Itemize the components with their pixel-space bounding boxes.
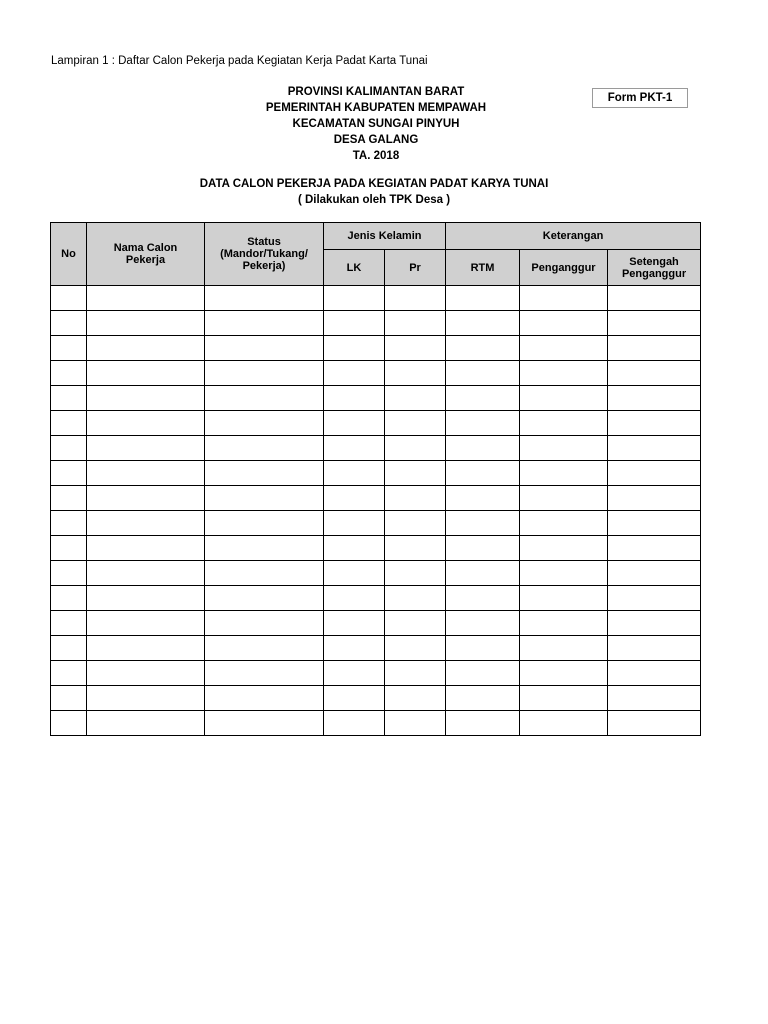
form-code: Form PKT-1 — [607, 92, 673, 104]
cell-name — [87, 586, 205, 611]
header-status-line2: (Mandor/Tukang/ — [220, 248, 308, 260]
table-body — [51, 286, 701, 736]
table-row — [51, 661, 701, 686]
cell-half-unemployed — [608, 486, 701, 511]
cell-rtm — [446, 686, 520, 711]
cell-lk — [324, 686, 385, 711]
cell-pr — [385, 611, 446, 636]
cell-half-unemployed — [608, 411, 701, 436]
cell-half-unemployed — [608, 636, 701, 661]
cell-half-unemployed — [608, 661, 701, 686]
table-row — [51, 461, 701, 486]
cell-pr — [385, 361, 446, 386]
cell-lk — [324, 586, 385, 611]
cell-pr — [385, 511, 446, 536]
cell-lk — [324, 511, 385, 536]
header-notes-half-unemployed — [608, 250, 701, 286]
cell-pr — [385, 661, 446, 686]
cell-lk — [324, 436, 385, 461]
cell-lk — [324, 536, 385, 561]
document-title: DATA CALON PEKERJA PADA KEGIATAN PADAT KARYA TUNAI — [199, 178, 549, 190]
table-row — [51, 411, 701, 436]
cell-status — [205, 411, 324, 436]
cell-status — [205, 386, 324, 411]
cell-half-unemployed — [608, 511, 701, 536]
cell-half-unemployed — [608, 561, 701, 586]
cell-pr — [385, 586, 446, 611]
cell-name — [87, 611, 205, 636]
header-half-line1: Setengah — [629, 255, 679, 268]
worker-candidate-table — [50, 222, 701, 736]
cell-half-unemployed — [608, 286, 701, 311]
table-row — [51, 311, 701, 336]
cell-no — [51, 661, 87, 686]
cell-pr — [385, 486, 446, 511]
cell-unemployed — [520, 486, 608, 511]
cell-half-unemployed — [608, 711, 701, 736]
cell-half-unemployed — [608, 586, 701, 611]
table-row — [51, 611, 701, 636]
cell-name — [87, 286, 205, 311]
cell-no — [51, 411, 87, 436]
table-row — [51, 386, 701, 411]
cell-rtm — [446, 486, 520, 511]
cell-rtm — [446, 286, 520, 311]
cell-status — [205, 711, 324, 736]
cell-half-unemployed — [608, 686, 701, 711]
cell-rtm — [446, 711, 520, 736]
cell-rtm — [446, 436, 520, 461]
table-row — [51, 636, 701, 661]
cell-no — [51, 711, 87, 736]
cell-pr — [385, 711, 446, 736]
cell-pr — [385, 561, 446, 586]
cell-status — [205, 486, 324, 511]
cell-status — [205, 686, 324, 711]
cell-name — [87, 336, 205, 361]
cell-name — [87, 511, 205, 536]
cell-name — [87, 386, 205, 411]
cell-unemployed — [520, 386, 608, 411]
cell-pr — [385, 686, 446, 711]
cell-unemployed — [520, 461, 608, 486]
cell-pr — [385, 386, 446, 411]
cell-name — [87, 561, 205, 586]
header-district: KECAMATAN SUNGAI PINYUH — [292, 118, 460, 130]
cell-unemployed — [520, 586, 608, 611]
cell-name — [87, 411, 205, 436]
cell-name — [87, 436, 205, 461]
cell-lk — [324, 311, 385, 336]
cell-rtm — [446, 411, 520, 436]
cell-unemployed — [520, 686, 608, 711]
cell-lk — [324, 711, 385, 736]
header-gender: Jenis Kelamin — [324, 223, 446, 250]
cell-rtm — [446, 311, 520, 336]
cell-name — [87, 536, 205, 561]
cell-status — [205, 536, 324, 561]
cell-pr — [385, 536, 446, 561]
cell-unemployed — [520, 361, 608, 386]
cell-pr — [385, 336, 446, 361]
cell-unemployed — [520, 711, 608, 736]
cell-status — [205, 511, 324, 536]
cell-rtm — [446, 561, 520, 586]
cell-status — [205, 286, 324, 311]
cell-unemployed — [520, 536, 608, 561]
cell-no — [51, 486, 87, 511]
header-year: TA. 2018 — [352, 150, 400, 162]
cell-rtm — [446, 636, 520, 661]
table-row — [51, 436, 701, 461]
cell-rtm — [446, 461, 520, 486]
cell-unemployed — [520, 336, 608, 361]
cell-lk — [324, 361, 385, 386]
cell-no — [51, 286, 87, 311]
table-row — [51, 486, 701, 511]
cell-status — [205, 336, 324, 361]
table-row — [51, 586, 701, 611]
header-gender-lk: LK — [324, 250, 385, 286]
cell-unemployed — [520, 411, 608, 436]
cell-rtm — [446, 536, 520, 561]
header-half-line2: Penganggur — [621, 267, 687, 280]
cell-rtm — [446, 661, 520, 686]
header-name — [87, 223, 205, 286]
cell-pr — [385, 636, 446, 661]
cell-name — [87, 711, 205, 736]
cell-pr — [385, 286, 446, 311]
region-header — [0, 84, 768, 164]
cell-pr — [385, 411, 446, 436]
cell-status — [205, 561, 324, 586]
cell-pr — [385, 311, 446, 336]
cell-unemployed — [520, 636, 608, 661]
cell-lk — [324, 286, 385, 311]
cell-status — [205, 311, 324, 336]
cell-no — [51, 636, 87, 661]
cell-status — [205, 361, 324, 386]
cell-half-unemployed — [608, 536, 701, 561]
cell-no — [51, 611, 87, 636]
cell-rtm — [446, 386, 520, 411]
cell-status — [205, 661, 324, 686]
document-subtitle: ( Dilakukan oleh TPK Desa ) — [297, 194, 451, 206]
cell-status — [205, 636, 324, 661]
cell-unemployed — [520, 436, 608, 461]
table-row — [51, 336, 701, 361]
cell-lk — [324, 411, 385, 436]
cell-half-unemployed — [608, 386, 701, 411]
cell-status — [205, 436, 324, 461]
cell-unemployed — [520, 561, 608, 586]
header-gender-pr: Pr — [385, 250, 446, 286]
cell-no — [51, 586, 87, 611]
cell-name — [87, 636, 205, 661]
header-no: No — [51, 223, 87, 286]
cell-no — [51, 336, 87, 361]
cell-lk — [324, 461, 385, 486]
header-notes-rtm: RTM — [446, 250, 520, 286]
cell-half-unemployed — [608, 361, 701, 386]
header-status — [205, 223, 324, 286]
cell-no — [51, 686, 87, 711]
table-row — [51, 511, 701, 536]
table-row — [51, 536, 701, 561]
table-row — [51, 711, 701, 736]
cell-half-unemployed — [608, 336, 701, 361]
cell-name — [87, 361, 205, 386]
cell-status — [205, 611, 324, 636]
cell-unemployed — [520, 311, 608, 336]
cell-pr — [385, 461, 446, 486]
cell-status — [205, 586, 324, 611]
cell-no — [51, 436, 87, 461]
header-notes: Keterangan — [446, 223, 701, 250]
header-notes-unemployed: Penganggur — [520, 250, 608, 286]
cell-name — [87, 486, 205, 511]
attachment-title: Lampiran 1 : Daftar Calon Pekerja pada Kegiatan Kerja Padat Karta Tunai — [51, 55, 428, 67]
document-title-block — [0, 176, 768, 208]
cell-status — [205, 461, 324, 486]
header-status-line1: Status — [247, 236, 281, 248]
cell-no — [51, 561, 87, 586]
cell-name — [87, 661, 205, 686]
cell-name — [87, 686, 205, 711]
cell-lk — [324, 561, 385, 586]
header-name-line2: Pekerja — [125, 254, 166, 266]
cell-half-unemployed — [608, 436, 701, 461]
cell-lk — [324, 611, 385, 636]
cell-rtm — [446, 336, 520, 361]
cell-lk — [324, 486, 385, 511]
header-status-line3: Pekerja) — [242, 260, 286, 272]
cell-lk — [324, 636, 385, 661]
table-row — [51, 286, 701, 311]
header-province: PROVINSI KALIMANTAN BARAT — [287, 86, 465, 98]
cell-half-unemployed — [608, 611, 701, 636]
cell-rtm — [446, 586, 520, 611]
cell-lk — [324, 661, 385, 686]
cell-unemployed — [520, 661, 608, 686]
cell-half-unemployed — [608, 311, 701, 336]
header-village: DESA GALANG — [333, 134, 419, 146]
cell-name — [87, 311, 205, 336]
cell-rtm — [446, 511, 520, 536]
cell-lk — [324, 386, 385, 411]
cell-unemployed — [520, 286, 608, 311]
cell-pr — [385, 436, 446, 461]
table-row — [51, 361, 701, 386]
cell-unemployed — [520, 611, 608, 636]
table-row — [51, 686, 701, 711]
header-regency: PEMERINTAH KABUPATEN MEMPAWAH — [265, 102, 487, 114]
cell-no — [51, 361, 87, 386]
cell-rtm — [446, 611, 520, 636]
cell-half-unemployed — [608, 461, 701, 486]
cell-rtm — [446, 361, 520, 386]
cell-no — [51, 536, 87, 561]
cell-no — [51, 511, 87, 536]
table-row — [51, 561, 701, 586]
header-name-line1: Nama Calon — [113, 242, 178, 254]
cell-lk — [324, 336, 385, 361]
cell-unemployed — [520, 511, 608, 536]
cell-no — [51, 386, 87, 411]
cell-no — [51, 311, 87, 336]
cell-name — [87, 461, 205, 486]
cell-no — [51, 461, 87, 486]
